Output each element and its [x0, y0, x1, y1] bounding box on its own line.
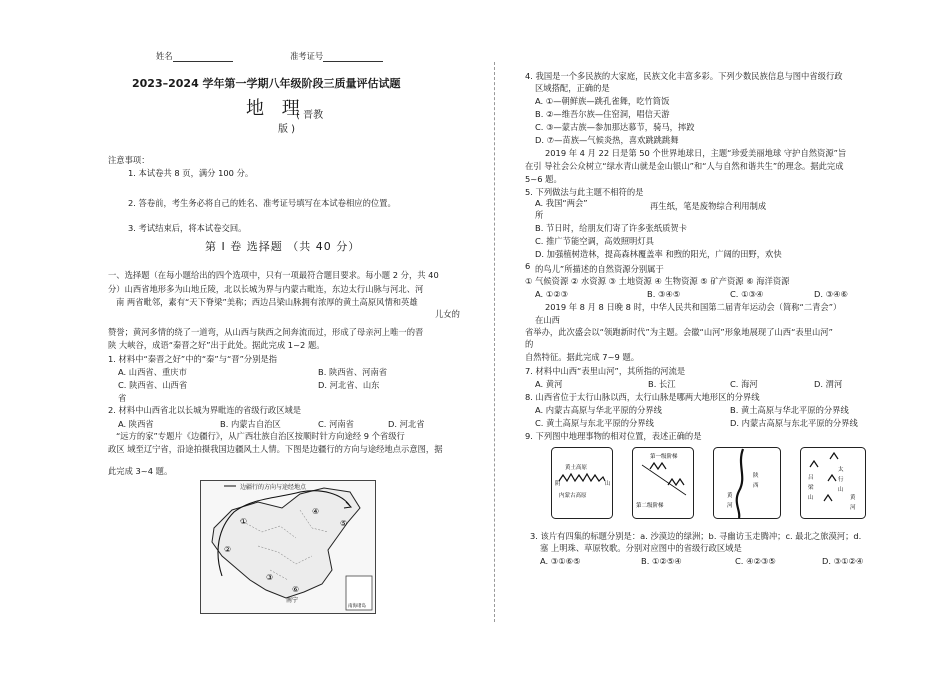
q6-stem: 的鸟儿”所描述的自然资源分别属于	[535, 264, 664, 274]
china-route-map	[200, 480, 376, 614]
map-mark-1: ①	[240, 517, 248, 526]
diagram-4-label-5: 行	[838, 477, 844, 483]
note-2: 2. 答卷前，考生务必将自己的姓名、准考证号填写在本试卷相应的位置。	[128, 198, 396, 208]
p79-line-4: 自然特征。据此完成 7~9 题。	[525, 352, 640, 362]
edition-b: 版 )	[278, 124, 296, 135]
q4-option-a[interactable]: A. ①—朝鲜族—跳孔雀舞，吃竹筒饭	[535, 96, 670, 106]
q7-stem: 7. 材料中山西“表里山河”，其所指的河流是	[525, 366, 686, 376]
q4-option-d[interactable]: D. ⑦—苗族—气候炎热，喜欢跳跳跳舞	[535, 135, 679, 145]
q4-option-b[interactable]: B. ②—维吾尔族—住窑洞，唱信天游	[535, 109, 670, 119]
q6-option-c[interactable]: C. ①③④	[730, 289, 764, 299]
intro-line-5: 陕 大峡谷，成语“秦晋之好”出于此处。据此完成 1~2 题。	[108, 340, 325, 350]
diagram-1-label-3: 山	[605, 481, 611, 487]
name-label: 姓名	[156, 51, 173, 61]
edition-a: ( 晋教	[296, 110, 324, 121]
intro-line-3b: 儿女的	[435, 309, 460, 319]
p79-line-3: 的	[525, 339, 534, 349]
q1-option-c[interactable]: C. 陕西省、山西省	[118, 380, 188, 390]
q1-option-d[interactable]: D. 河北省、山东	[318, 380, 380, 390]
diagram-1-label-4: 内蒙古高原	[559, 493, 587, 499]
map-mark-4: ④	[312, 507, 320, 516]
diagram-3-label-1: 黄	[727, 493, 733, 499]
diagram-3-label-2: 河	[727, 503, 733, 509]
map-mark-6: ⑥	[292, 585, 300, 594]
diagram-4-label-2: 梁	[808, 485, 814, 491]
q5-option-d[interactable]: D. 加强植树造林，提高森林覆盖率 和煦的阳光，广阔的田野，欢快	[535, 249, 782, 259]
intro-line-4: 赞誉；黄河多情的绕了一道弯，从山西与陕西之间奔流而过，形成了母亲河上唯一的晋	[108, 327, 424, 337]
intro-line-3: 南 两省毗邻，素有“天下脊梁”美称；西边吕梁山脉拥有浓厚的黄土高原风情和英雄	[116, 297, 418, 307]
map-mark-5: ⑤	[340, 519, 348, 528]
diagram-4-label-4: 太	[838, 467, 844, 473]
q34-intro-2: 政区 域至辽宁省，沿途拍摄我国边疆风土人情。下图是边疆行的方向与途经地点示意图，据	[108, 444, 443, 454]
q4-stem: 4. 我国是一个多民族的大家庭，民族文化丰富多彩。下列少数民族信息与图中省级行政	[525, 71, 843, 81]
p79-line-1: 2019 年 8 月 8 日晚 8 时，中华人民共和国第二届青年运动会（简称“二青会”）	[545, 302, 842, 312]
map-mark-3: ③	[266, 573, 274, 582]
q1-stem: 1. 材料中“秦晋之好”中的“秦”与“晋”分别是指	[108, 354, 278, 364]
q6-number: 6	[525, 261, 531, 271]
q8-option-c[interactable]: C. 黄土高原与东北平原的分界线	[535, 418, 654, 428]
diagram-4-label-8: 河	[850, 505, 856, 511]
p56-line-1: 2019 年 4 月 22 日是第 50 个世界地球日，主题“珍爱美丽地球 守护自然资源”旨	[545, 148, 847, 158]
notes-heading: 注意事项：	[108, 155, 150, 165]
q8-option-a[interactable]: A. 内蒙古高原与华北平原的分界线	[535, 405, 662, 415]
q2-option-b[interactable]: B. 内蒙古自治区	[220, 419, 281, 429]
name-field[interactable]	[156, 51, 233, 62]
note-1: 1. 本试卷共 8 页，满分 100 分。	[128, 168, 254, 178]
q8-option-b[interactable]: B. 黄土高原与华北平原的分界线	[730, 405, 849, 415]
diagram-1-label-1: 黄土高原	[565, 465, 588, 471]
diagram-2-label-2: 第二级阶梯	[636, 503, 664, 509]
q5-option-a[interactable]: A. 我国“两会”	[535, 198, 588, 208]
p56-line-2: 在引 导社会公众树立“绿水青山就是金山银山”和“人与自然和谐共生”的理念。据此完成	[525, 161, 844, 171]
column-divider	[494, 62, 495, 622]
q6-choices: ① 气候资源 ② 水资源 ③ 土地资源 ④ 生物资源 ⑤ 矿产资源 ⑥ 海洋资源	[525, 276, 790, 286]
q9-diagram-2	[632, 447, 694, 519]
q3-option-a[interactable]: A. ③①⑥⑤	[540, 556, 581, 566]
diagram-1-frame	[552, 448, 613, 519]
exam-number-label: 准考证号	[290, 51, 324, 61]
diagram-4-label-7: 黄	[850, 495, 856, 501]
subject-title: 地 理	[246, 98, 306, 119]
q34-intro-3: 此完成 3~4 题。	[108, 466, 173, 476]
q6-option-a[interactable]: A. ①②③	[535, 289, 569, 299]
diagram-4-frame	[801, 448, 866, 519]
intro-line-1: 一、选择题（在每小题给出的四个选项中，只有一项最符合题目要求。每小题 2 分，共 40	[108, 270, 439, 280]
q7-option-b[interactable]: B. 长江	[648, 379, 676, 389]
diagram-4-label-1: 吕	[808, 475, 814, 481]
q5-option-a-cont: 再生纸，笔是废物综合利用制成	[650, 201, 767, 211]
diagram-3-label-4: 西	[753, 483, 759, 489]
q2-option-c[interactable]: C. 河南省	[318, 419, 354, 429]
map-legend: 边疆行的方向与途经地点	[240, 484, 307, 491]
q5-option-a-cont2: 所	[535, 210, 544, 220]
q2-stem: 2. 材料中山西省北以长城为界毗连的省级行政区域是	[108, 405, 302, 415]
q3-option-c[interactable]: C. ④②③⑤	[735, 556, 776, 566]
q3-option-d[interactable]: D. ③①②④	[822, 556, 864, 566]
diagram-4-label-3: 山	[808, 495, 814, 501]
q7-option-a[interactable]: A. 黄河	[535, 379, 563, 389]
diagram-3-frame	[714, 448, 781, 519]
south-sea-label: 南海诸岛	[348, 604, 366, 609]
q5-option-c[interactable]: C. 推广节能空调，高效照明灯具	[535, 236, 654, 246]
q5-stem: 5. 下列做法与此主题不相符的是	[525, 187, 644, 197]
q8-option-d[interactable]: D. 内蒙古高原与东北平原的分界线	[730, 418, 858, 428]
intro-line-2: 分）山西省地形多为山地丘陵，北以长城为界与内蒙古毗连，东边太行山脉与河北、河	[108, 284, 424, 294]
q2-option-d[interactable]: D. 河北省	[388, 419, 425, 429]
q9-stem: 9. 下列图中地理事物的相对位置，表述正确的是	[525, 431, 702, 441]
q9-diagram-3	[713, 447, 781, 519]
q1-option-b[interactable]: B. 陕西省、河南省	[318, 367, 388, 377]
q2-option-a[interactable]: A. 陕西省	[118, 419, 154, 429]
q9-diagram-1	[551, 447, 613, 519]
q7-option-c[interactable]: C. 海河	[730, 379, 758, 389]
diagram-4-label-6: 山	[838, 487, 844, 493]
q3-stem-cont: 塞 上明珠、草原牧歌。分别对应图中的省级行政区域是	[540, 543, 742, 553]
q3-option-b[interactable]: B. ①②⑤④	[641, 556, 682, 566]
note-3: 3. 考试结束后，将本试卷交回。	[128, 223, 247, 233]
p79-line-1b: 在山西	[535, 315, 560, 325]
q3-stem: 3. 该片有四集的标题分别是：a. 沙漠边的绿洲；b. 寻幽访玉走腾冲；c. 最北之旅漠河；d.	[530, 531, 862, 541]
diagram-1-label-2: 阴	[555, 481, 561, 487]
q8-stem: 8. 山西省位于太行山脉以西，太行山脉是哪两大地形区的分界线	[525, 392, 760, 402]
q4-stem-cont: 区域搭配，正确的是	[535, 83, 610, 93]
exam-number-field[interactable]	[290, 51, 383, 62]
q4-option-c[interactable]: C. ③—蒙古族—参加那达慕节，骑马，摔跤	[535, 122, 695, 132]
q34-intro-1: “远方的家”专题片《边疆行》，从广西壮族自治区按顺时针方向途经 9 个省级行	[116, 431, 405, 441]
section-1-heading: 第 I 卷 选择题 （共 40 分）	[205, 240, 361, 253]
exam-title: 2023–2024 学年第一学期八年级阶段三质量评估试题	[132, 77, 401, 90]
q7-option-d[interactable]: D. 渭河	[814, 379, 843, 389]
q1-option-d-cont: 省	[118, 393, 127, 403]
diagram-3-label-3: 陕	[753, 473, 759, 479]
q6-option-b[interactable]: B. ③④⑤	[647, 289, 681, 299]
diagram-2-label-1: 第一级阶梯	[650, 454, 678, 460]
p79-line-2: 省举办，此次盛会以“领跑新时代”为主题。会徽“山河”形象地展现了山西“表里山河”	[525, 327, 833, 337]
map-mark-2: ②	[224, 545, 232, 554]
q6-option-d[interactable]: D. ③④⑥	[814, 289, 848, 299]
p56-line-3: 5~6 题。	[525, 174, 562, 184]
q1-option-a[interactable]: A. 山西省、重庆市	[118, 367, 187, 377]
map-city-nanning: 南宁	[286, 597, 299, 604]
q9-diagram-4	[800, 447, 866, 519]
q5-option-b[interactable]: B. 节日时，给朋友们寄了许多张纸质贺卡	[535, 223, 688, 233]
